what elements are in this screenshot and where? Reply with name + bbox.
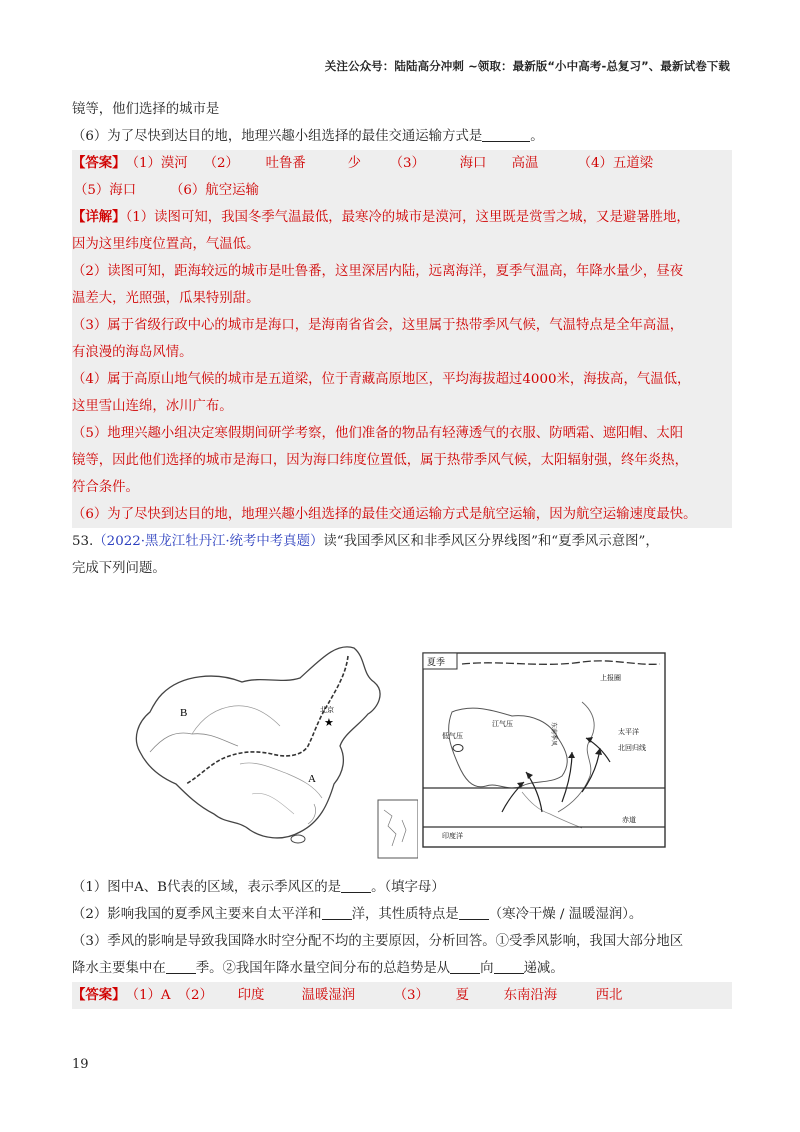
answer-item: 海口 bbox=[459, 156, 487, 171]
label-equator: 赤道 bbox=[622, 816, 636, 824]
sub3-blank bbox=[494, 958, 524, 974]
answer-53-row bbox=[72, 982, 732, 1009]
detail-52-line: 镜等，因此他们选择的城市是海口，因为海口纬度位置低，属于热带季风气候，太阳辐射强，终年炎热， bbox=[72, 453, 688, 468]
detail-tag: 【详解】 bbox=[72, 209, 126, 225]
detail-52-line: （2）读图可知，距海较远的城市是吐鲁番，这里深居内陆，远离海洋，夏季气温高，年降水量少，昼夜 bbox=[72, 264, 684, 279]
answer-item: （3） bbox=[389, 156, 425, 171]
answer-item: 东南沿海 bbox=[503, 988, 558, 1003]
question-number: 53. bbox=[72, 534, 94, 549]
answer-item: 少 bbox=[347, 156, 361, 171]
label-jiangqi: 江气压 bbox=[492, 720, 513, 728]
question-stem: 读“我国季风区和非季风区分界线图”和“夏季风示意图”， bbox=[323, 534, 659, 549]
question-source: （2022·黑龙江牡丹江·统考中考真题） bbox=[93, 534, 324, 549]
answer-tag: 【答案】 bbox=[72, 155, 126, 171]
q53-sub1 bbox=[72, 874, 732, 901]
map-label-a: A bbox=[308, 773, 316, 785]
q52-tail-line: 镜等，他们选择的城市是 bbox=[72, 102, 220, 117]
answer-tag: 【答案】 bbox=[72, 987, 126, 1003]
sub3-end: 递减。 bbox=[523, 961, 564, 976]
maps-figure bbox=[122, 634, 666, 860]
summer-monsoon-map bbox=[422, 652, 666, 848]
answer-item: （4）五道梁 bbox=[577, 156, 654, 171]
sub3-blank bbox=[166, 958, 196, 974]
sub3-text: 降水主要集中在 bbox=[72, 961, 166, 976]
q6-end: 。 bbox=[530, 129, 544, 144]
sub3-text: 季。②我国年降水量空间分布的总趋势是从 bbox=[195, 961, 451, 976]
answer-item: （1）漠河 bbox=[125, 156, 188, 171]
q53-stem-line bbox=[72, 528, 732, 555]
sub1-blank bbox=[341, 877, 371, 893]
answer-item: 温暖湿润 bbox=[301, 988, 356, 1003]
detail-52-line: （5）地理兴趣小组决定寒假期间研学考察，他们准备的物品有轻薄透气的衣服、防晒霜、遮阳帽、太阳 bbox=[72, 426, 684, 441]
sub2-blank bbox=[459, 904, 489, 920]
sub2-blank bbox=[322, 904, 352, 920]
q53-subquestions bbox=[72, 874, 732, 1009]
q6-text: （6）为了尽快到达目的地，地理兴趣小组选择的最佳交通运输方式是 bbox=[72, 129, 483, 144]
answer-item: （3） bbox=[393, 988, 429, 1003]
sub2-text: （2）影响我国的夏季风主要来自太平洋和 bbox=[72, 907, 322, 922]
summer-map-title: 夏季 bbox=[427, 658, 446, 668]
label-diqiya: 低气压 bbox=[442, 732, 463, 740]
detail-52-line: 因为这里纬度位置高，气温低。 bbox=[72, 237, 260, 252]
sub1-end: 。（填字母） bbox=[371, 880, 445, 895]
answer-52-row1 bbox=[72, 150, 732, 177]
label-east: 东南季风 bbox=[550, 722, 557, 747]
detail-52-line: （6）为了尽快到达目的地，地理兴趣小组选择的最佳交通运输方式是航空运输，因为航空运输速度最快。 bbox=[72, 507, 697, 522]
answer-item: （6）航空运输 bbox=[170, 183, 259, 198]
detail-text: （1）读图可知，我国冬季气温最低，最寒冷的城市是漠河，这里既是赏雪之城，又是避暑胜地， bbox=[125, 210, 690, 225]
star-icon: ★ bbox=[324, 716, 334, 729]
sub3-text: 向 bbox=[480, 961, 494, 976]
detail-52-line: （3）属于省级行政中心的城市是海口，是海南省省会，这里属于热带季风气候，气温特点是全年高温， bbox=[72, 318, 684, 333]
page-number: 19 bbox=[72, 1057, 89, 1072]
detail-52-line: 温差大，光照强，瓜果特别甜。 bbox=[72, 291, 260, 306]
label-pacific: 太平洋 bbox=[618, 728, 639, 736]
answer-item: （2） bbox=[203, 156, 239, 171]
answer-item: （5）海口 bbox=[74, 183, 137, 198]
china-monsoon-boundary-map bbox=[122, 634, 418, 860]
detail-52-line bbox=[72, 204, 732, 231]
answer-item: 吐鲁番 bbox=[265, 156, 306, 171]
page-content bbox=[72, 96, 732, 582]
q6-blank bbox=[482, 126, 530, 142]
answer-52-block bbox=[72, 150, 732, 528]
sub2-text: 洋，其性质特点是 bbox=[351, 907, 459, 922]
detail-52-line: 有浪漫的海岛风情。 bbox=[72, 345, 193, 360]
label-beihuigui: 北回归线 bbox=[618, 744, 646, 752]
sub1-text: （1）图中A、B代表的区域，表示季风区的是 bbox=[72, 880, 342, 895]
label-shangbao: 上报圈 bbox=[600, 674, 621, 682]
label-indian: 印度洋 bbox=[442, 832, 463, 840]
map-label-city: 北京 bbox=[320, 706, 334, 714]
answer-item: 印度 bbox=[237, 988, 265, 1003]
q53-stem-line2: 完成下列问题。 bbox=[72, 561, 166, 576]
page-header: 关注公众号：陆陆高分冲刺 ~领取：最新版“小中高考-总复习”、最新试卷下载 bbox=[324, 59, 730, 73]
answer-item: 西北 bbox=[595, 988, 623, 1003]
q53-sub2 bbox=[72, 901, 732, 928]
map-label-b: B bbox=[180, 707, 188, 719]
answer-item: 高温 bbox=[511, 156, 539, 171]
answer-item: （1）A bbox=[125, 988, 171, 1003]
detail-52-line: 这里雪山连绵，冰川广布。 bbox=[72, 399, 233, 414]
q53-sub3-line2 bbox=[72, 955, 732, 982]
answer-52-row2 bbox=[72, 177, 732, 204]
detail-52-line: 符合条件。 bbox=[72, 480, 139, 495]
answer-item: （2） bbox=[177, 988, 213, 1003]
answer-item: 夏 bbox=[455, 988, 469, 1003]
detail-52-line: （4）属于高原山地气候的城市是五道梁，位于青藏高原地区，平均海拔超过4000米，海拔高，气温低， bbox=[72, 372, 691, 387]
q53-sub3-line1: （3）季风的影响是导致我国降水时空分配不均的主要原因，分析回答。①受季风影响，我国大部分地区 bbox=[72, 934, 684, 949]
sub3-blank bbox=[450, 958, 480, 974]
q52-q6-line bbox=[72, 123, 732, 150]
sub2-end: （寒冷干燥 / 温暖湿润）。 bbox=[488, 907, 643, 922]
